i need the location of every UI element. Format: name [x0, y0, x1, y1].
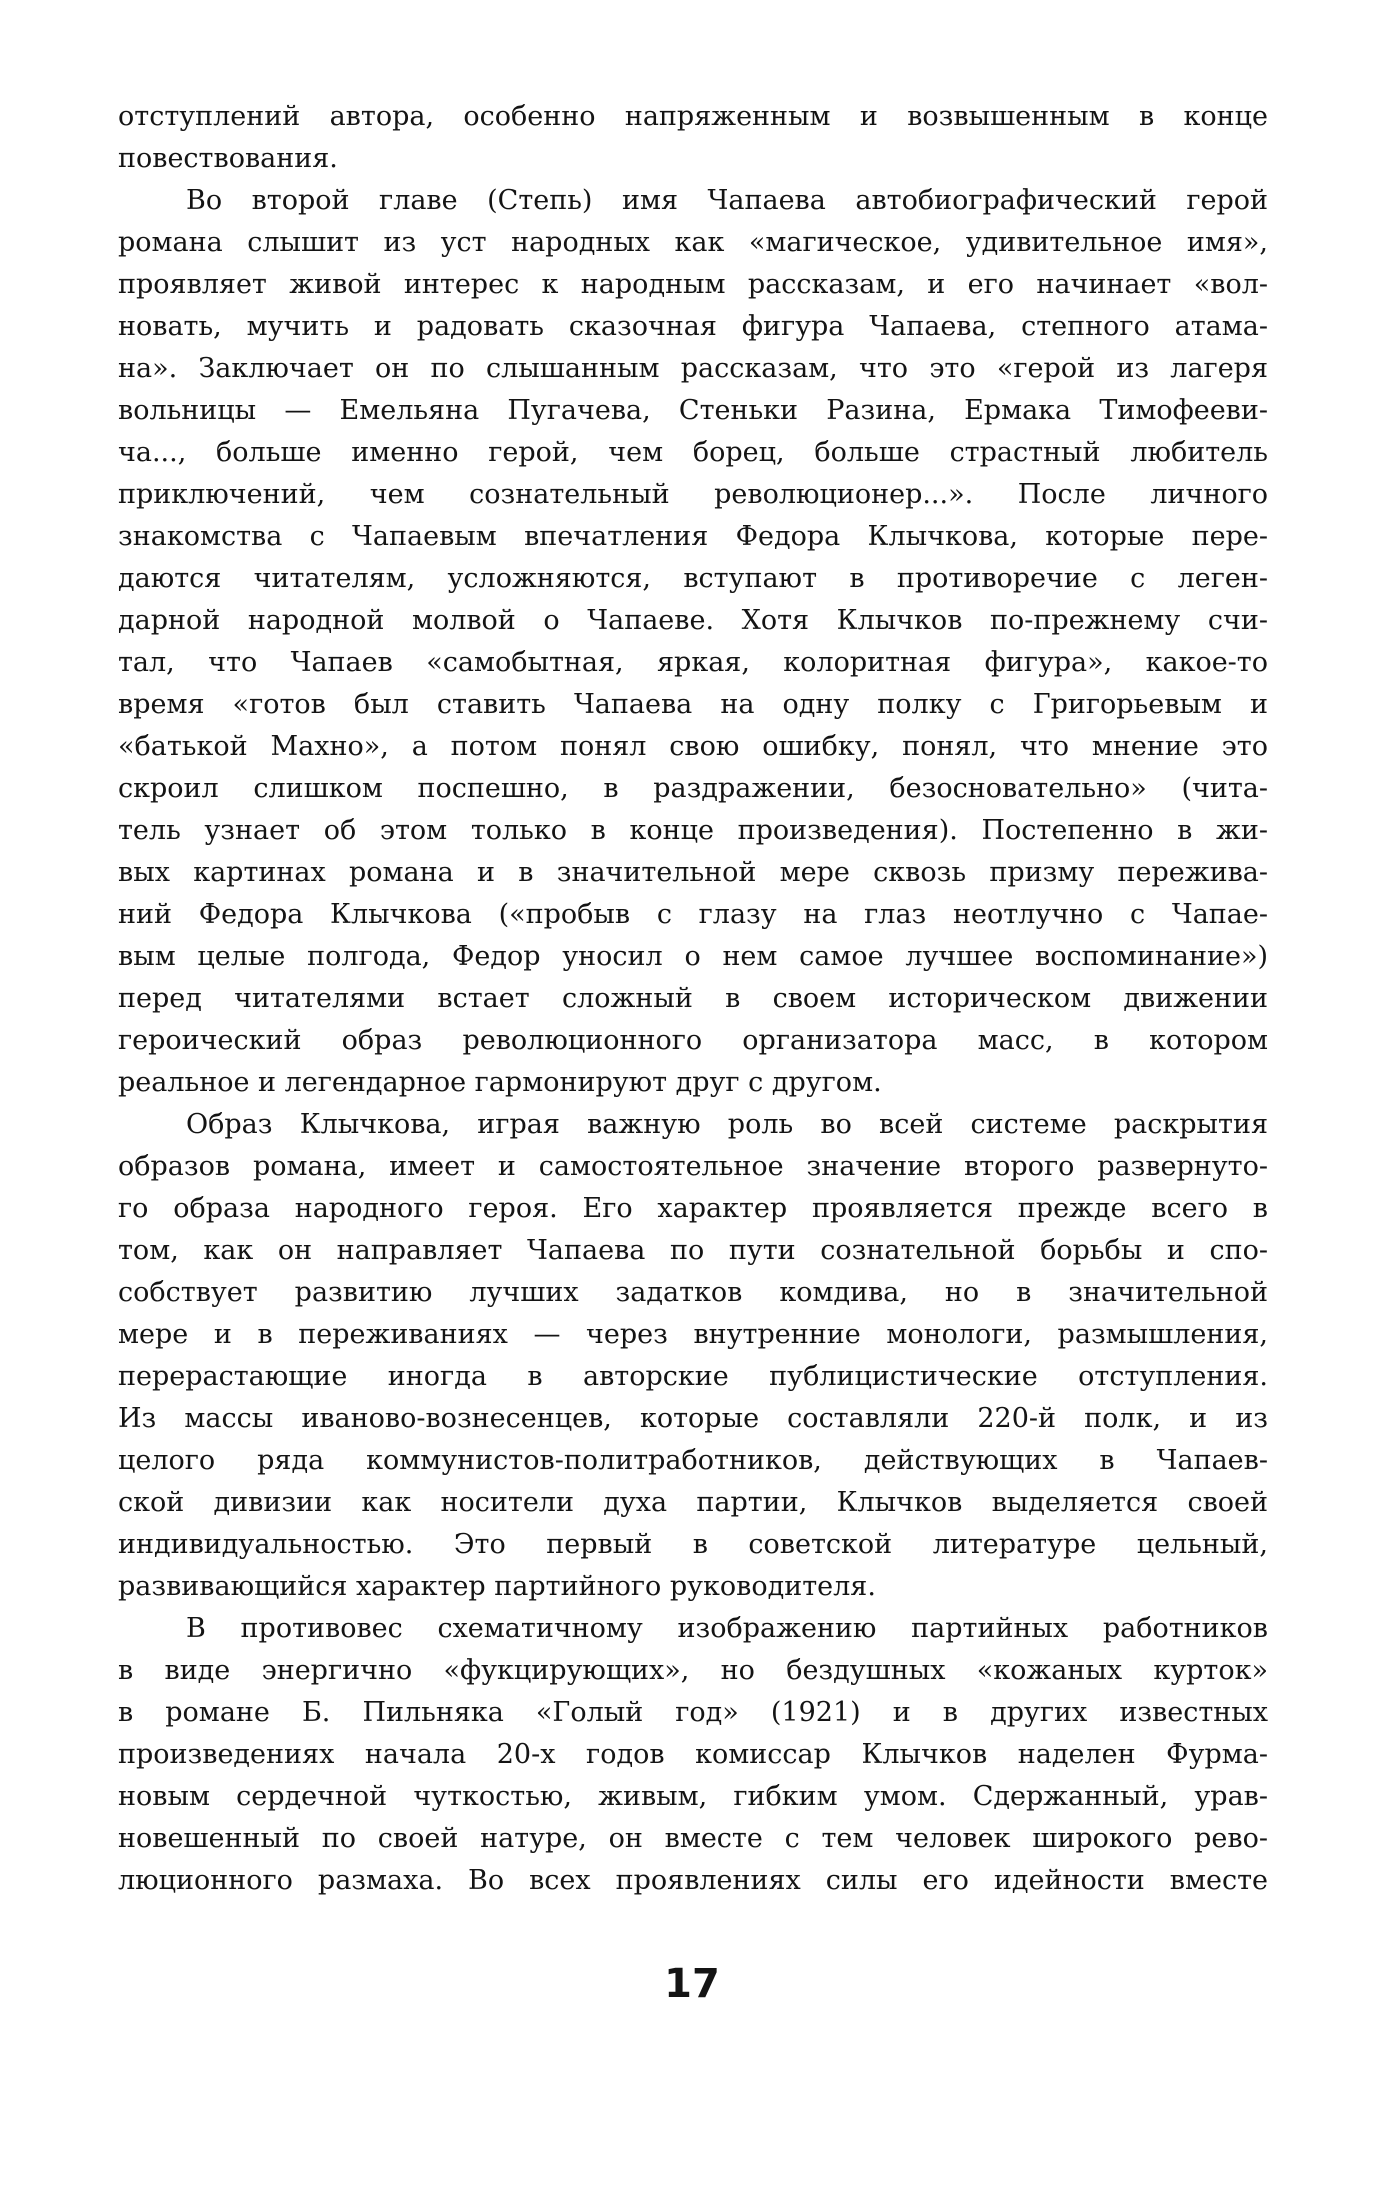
text-column — [118, 96, 1268, 1902]
text-line: новым сердечной чуткостью, живым, гибким умом. Сдержанный, урав- — [118, 1781, 1268, 1812]
text-line: ской дивизии как носители духа партии, Клычков выделяется своей — [118, 1487, 1268, 1518]
paragraph-4 — [118, 1608, 1268, 1902]
text-line: в виде энергично «фукцирующих», но бездушных «кожаных курток» — [118, 1655, 1268, 1686]
text-line: в романе Б. Пильняка «Голый год» (1921) и в других известных — [118, 1697, 1268, 1728]
text-line: вым целые полгода, Федор уносил о нем самое лучшее воспоминание») — [118, 941, 1268, 972]
text-line: «батькой Махно», а потом понял свою ошибку, понял, что мнение это — [118, 731, 1268, 762]
text-line: вых картинах романа и в значительной мере сквозь призму пережива- — [118, 857, 1268, 888]
text-line: развивающийся характер партийного руководителя. — [118, 1571, 876, 1602]
text-line: образов романа, имеет и самостоятельное значение второго развернуто- — [118, 1151, 1268, 1182]
text-line: го образа народного героя. Его характер проявляется прежде всего в — [118, 1193, 1268, 1224]
text-line: отступлений автора, особенно напряженным и возвышенным в конце — [118, 101, 1268, 132]
text-line: новешенный по своей натуре, он вместе с тем человек широкого рево- — [118, 1823, 1268, 1854]
text-line: тал, что Чапаев «самобытная, яркая, колоритная фигура», какое-то — [118, 647, 1268, 678]
text-line: ча..., больше именно герой, чем борец, больше страстный любитель — [118, 437, 1268, 468]
text-line: произведениях начала 20-х годов комиссар Клычков наделен Фурма- — [118, 1739, 1268, 1770]
text-line: тель узнает об этом только в конце произведения). Постепенно в жи- — [118, 815, 1268, 846]
text-line: реальное и легендарное гармонируют друг с другом. — [118, 1067, 882, 1098]
text-line: романа слышит из уст народных как «магическое, удивительное имя», — [118, 227, 1268, 258]
text-line: повествования. — [118, 143, 338, 174]
text-line: на». Заключает он по слышанным рассказам, что это «герой из лагеря — [118, 353, 1268, 384]
text-line: приключений, чем сознательный революционер...». После личного — [118, 479, 1268, 510]
text-line: люционного размаха. Во всех проявлениях силы его идейности вместе — [118, 1865, 1268, 1896]
text-line: героический образ революционного организатора масс, в котором — [118, 1025, 1268, 1056]
text-line: знакомства с Чапаевым впечатления Федора Клычкова, которые пере- — [118, 521, 1268, 552]
text-line: том, как он направляет Чапаева по пути сознательной борьбы и спо- — [118, 1235, 1268, 1266]
text-line: дарной народной молвой о Чапаеве. Хотя Клычков по-прежнему счи- — [118, 605, 1268, 636]
text-line: Образ Клычкова, играя важную роль во всей системе раскрытия — [186, 1109, 1268, 1140]
page-number: 17 — [664, 1961, 720, 2007]
text-line: собствует развитию лучших задатков комдива, но в значительной — [118, 1277, 1268, 1308]
text-line: проявляет живой интерес к народным рассказам, и его начинает «вол- — [118, 269, 1268, 300]
text-line: время «готов был ставить Чапаева на одну полку с Григорьевым и — [118, 689, 1268, 720]
text-line: перед читателями встает сложный в своем историческом движении — [118, 983, 1268, 1014]
text-line: вольницы — Емельяна Пугачева, Стеньки Разина, Ермака Тимофееви- — [118, 395, 1268, 426]
text-line: В противовес схематичному изображению партийных работников — [186, 1613, 1268, 1644]
text-line: мере и в переживаниях — через внутренние монологи, размышления, — [118, 1319, 1268, 1350]
text-line: ний Федора Клычкова («пробыв с глазу на глаз неотлучно с Чапае- — [118, 899, 1268, 930]
paragraph-1 — [118, 96, 1268, 180]
text-line: Из массы иваново-вознесенцев, которые составляли 220-й полк, и из — [118, 1403, 1268, 1434]
text-line: новать, мучить и радовать сказочная фигура Чапаева, степного атама- — [118, 311, 1268, 342]
paragraph-3 — [118, 1104, 1268, 1608]
text-line: Во второй главе (Степь) имя Чапаева автобиографический герой — [186, 185, 1268, 216]
paragraph-2 — [118, 180, 1268, 1104]
text-line: скроил слишком поспешно, в раздражении, безосновательно» (чита- — [118, 773, 1268, 804]
text-line: индивидуальностью. Это первый в советской литературе цельный, — [118, 1529, 1268, 1560]
text-line: перерастающие иногда в авторские публицистические отступления. — [118, 1361, 1268, 1392]
text-line: целого ряда коммунистов-политработников, действующих в Чапаев- — [118, 1445, 1268, 1476]
text-line: даются читателям, усложняются, вступают в противоречие с леген- — [118, 563, 1268, 594]
